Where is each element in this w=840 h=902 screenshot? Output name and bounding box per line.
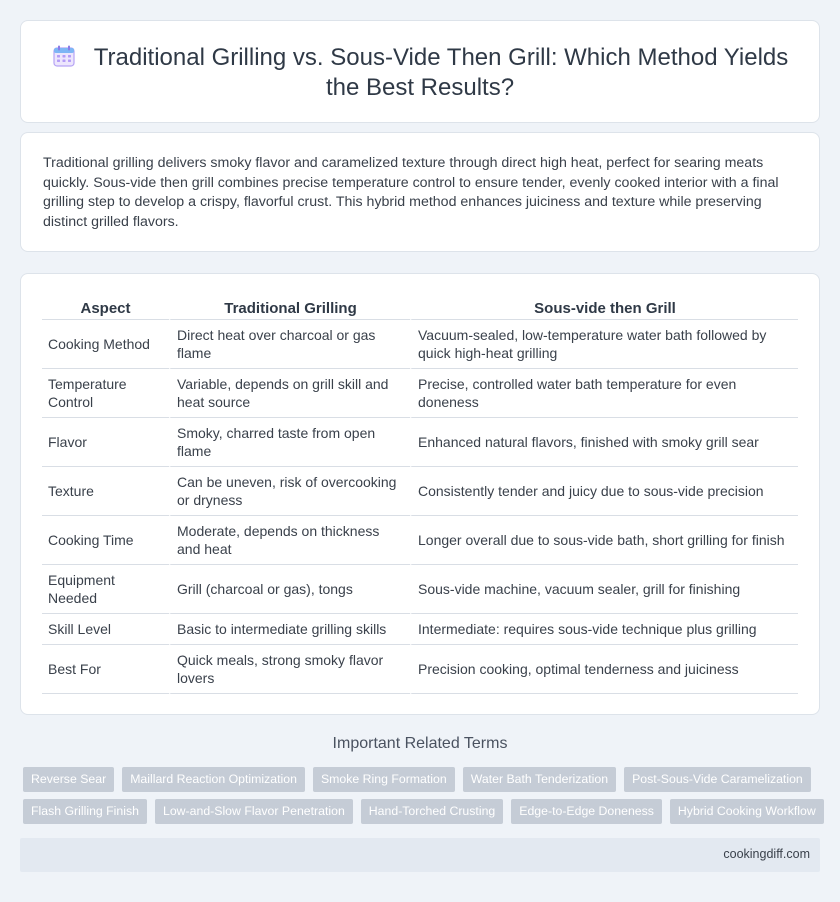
traditional-cell: Basic to intermediate grilling skills: [169, 614, 410, 645]
table-row: [42, 369, 798, 418]
calendar-icon: [52, 44, 76, 68]
column-header-traditional: Traditional Grilling: [169, 294, 410, 320]
sous-vide-cell: Intermediate: requires sous-vide technique plus grilling: [410, 614, 798, 645]
header-card: [20, 20, 820, 123]
table-row: [42, 320, 798, 369]
column-header-aspect: Aspect: [42, 294, 169, 320]
traditional-cell: Quick meals, strong smoky flavor lovers: [169, 645, 410, 694]
table-row: [42, 418, 798, 467]
comparison-table: [42, 294, 798, 694]
sous-vide-cell: Enhanced natural flavors, finished with smoky grill sear: [410, 418, 798, 467]
table-row: [42, 516, 798, 565]
traditional-cell: Grill (charcoal or gas), tongs: [169, 565, 410, 614]
table-row: [42, 614, 798, 645]
intro-paragraph: Traditional grilling delivers smoky flavor and caramelized texture through direct high heat, perfect for searing meats quickly. Sous-vide then grill combines precise temperature control to ensure tender, evenly cooked interior with a final grilling step to develop a crispy, flavorful crust. This hybrid method enhances juiciness and texture while preserving distinct grilled flavors.: [43, 155, 779, 230]
related-terms-tags: [23, 767, 823, 831]
intro-card: [20, 132, 820, 252]
tag-reverse-sear[interactable]: Reverse Sear: [23, 767, 114, 792]
aspect-cell: Equipment Needed: [42, 565, 169, 614]
aspect-cell: Skill Level: [42, 614, 169, 645]
aspect-cell: Cooking Time: [42, 516, 169, 565]
traditional-cell: Smoky, charred taste from open flame: [169, 418, 410, 467]
tag-row: [23, 767, 823, 792]
sous-vide-cell: Longer overall due to sous-vide bath, short grilling for finish: [410, 516, 798, 565]
tag-maillard-reaction-optimization[interactable]: Maillard Reaction Optimization: [122, 767, 305, 792]
traditional-cell: Variable, depends on grill skill and heat source: [169, 369, 410, 418]
sous-vide-cell: Precise, controlled water bath temperature for even doneness: [410, 369, 798, 418]
tag-hybrid-cooking-workflow[interactable]: Hybrid Cooking Workflow: [670, 799, 824, 824]
sous-vide-cell: Vacuum-sealed, low-temperature water bath followed by quick high-heat grilling: [410, 320, 798, 369]
traditional-cell: Moderate, depends on thickness and heat: [169, 516, 410, 565]
aspect-cell: Flavor: [42, 418, 169, 467]
tag-edge-to-edge-doneness[interactable]: Edge-to-Edge Doneness: [511, 799, 662, 824]
tag-post-sous-vide-caramelization[interactable]: Post-Sous-Vide Caramelization: [624, 767, 811, 792]
tag-water-bath-tenderization[interactable]: Water Bath Tenderization: [463, 767, 616, 792]
tag-hand-torched-crusting[interactable]: Hand-Torched Crusting: [361, 799, 503, 824]
table-header-row: [42, 294, 798, 320]
traditional-cell: Direct heat over charcoal or gas flame: [169, 320, 410, 369]
footer-site-link[interactable]: cookingdiff.com: [723, 847, 810, 861]
comparison-card: [20, 273, 820, 715]
table-row: [42, 467, 798, 516]
sous-vide-cell: Precision cooking, optimal tenderness and juiciness: [410, 645, 798, 694]
table-row: [42, 565, 798, 614]
aspect-cell: Temperature Control: [42, 369, 169, 418]
related-terms-heading: Important Related Terms: [332, 735, 508, 752]
tag-flash-grilling-finish[interactable]: Flash Grilling Finish: [23, 799, 147, 824]
sous-vide-cell: Consistently tender and juicy due to sous-vide precision: [410, 467, 798, 516]
table-row: [42, 645, 798, 694]
aspect-cell: Cooking Method: [42, 320, 169, 369]
footer: [20, 838, 820, 872]
sous-vide-cell: Sous-vide machine, vacuum sealer, grill for finishing: [410, 565, 798, 614]
page-title: [51, 43, 789, 103]
aspect-cell: Texture: [42, 467, 169, 516]
traditional-cell: Can be uneven, risk of overcooking or dryness: [169, 467, 410, 516]
tag-low-and-slow-flavor-penetration[interactable]: Low-and-Slow Flavor Penetration: [155, 799, 353, 824]
tag-row: [23, 799, 823, 824]
column-header-sous-vide: Sous-vide then Grill: [410, 294, 798, 320]
aspect-cell: Best For: [42, 645, 169, 694]
page-title-text: Traditional Grilling vs. Sous-Vide Then Grill: Which Method Yields the Best Results?: [93, 44, 789, 101]
tag-smoke-ring-formation[interactable]: Smoke Ring Formation: [313, 767, 455, 792]
